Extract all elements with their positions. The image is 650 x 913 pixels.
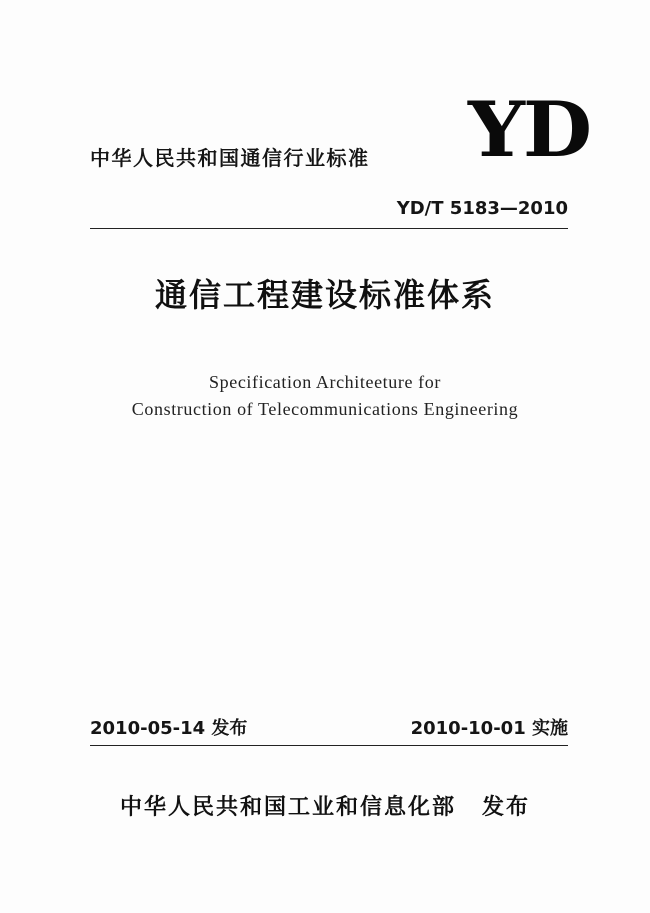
- document-title-english-line1: Specification Architeeture for: [209, 372, 441, 392]
- effective-date: 2010-10-01 实施: [410, 718, 568, 739]
- yd-logo: YD: [468, 85, 590, 174]
- bottom-divider: [90, 745, 568, 746]
- standard-number: YD/T 5183—2010: [396, 198, 568, 219]
- publisher-line: [0, 790, 650, 821]
- document-title-chinese: 通信工程建设标准体系: [154, 276, 495, 314]
- top-divider: [90, 228, 568, 229]
- document-title-english-line2: Construction of Telecommunications Engineering: [131, 399, 519, 419]
- industry-standard-label: 中华人民共和国通信行业标准: [90, 146, 370, 170]
- issue-date: 2010-05-14 发布: [90, 718, 248, 739]
- publisher-name: 中华人民共和国工业和信息化部: [119, 795, 456, 820]
- publisher-action: 发布: [482, 795, 531, 820]
